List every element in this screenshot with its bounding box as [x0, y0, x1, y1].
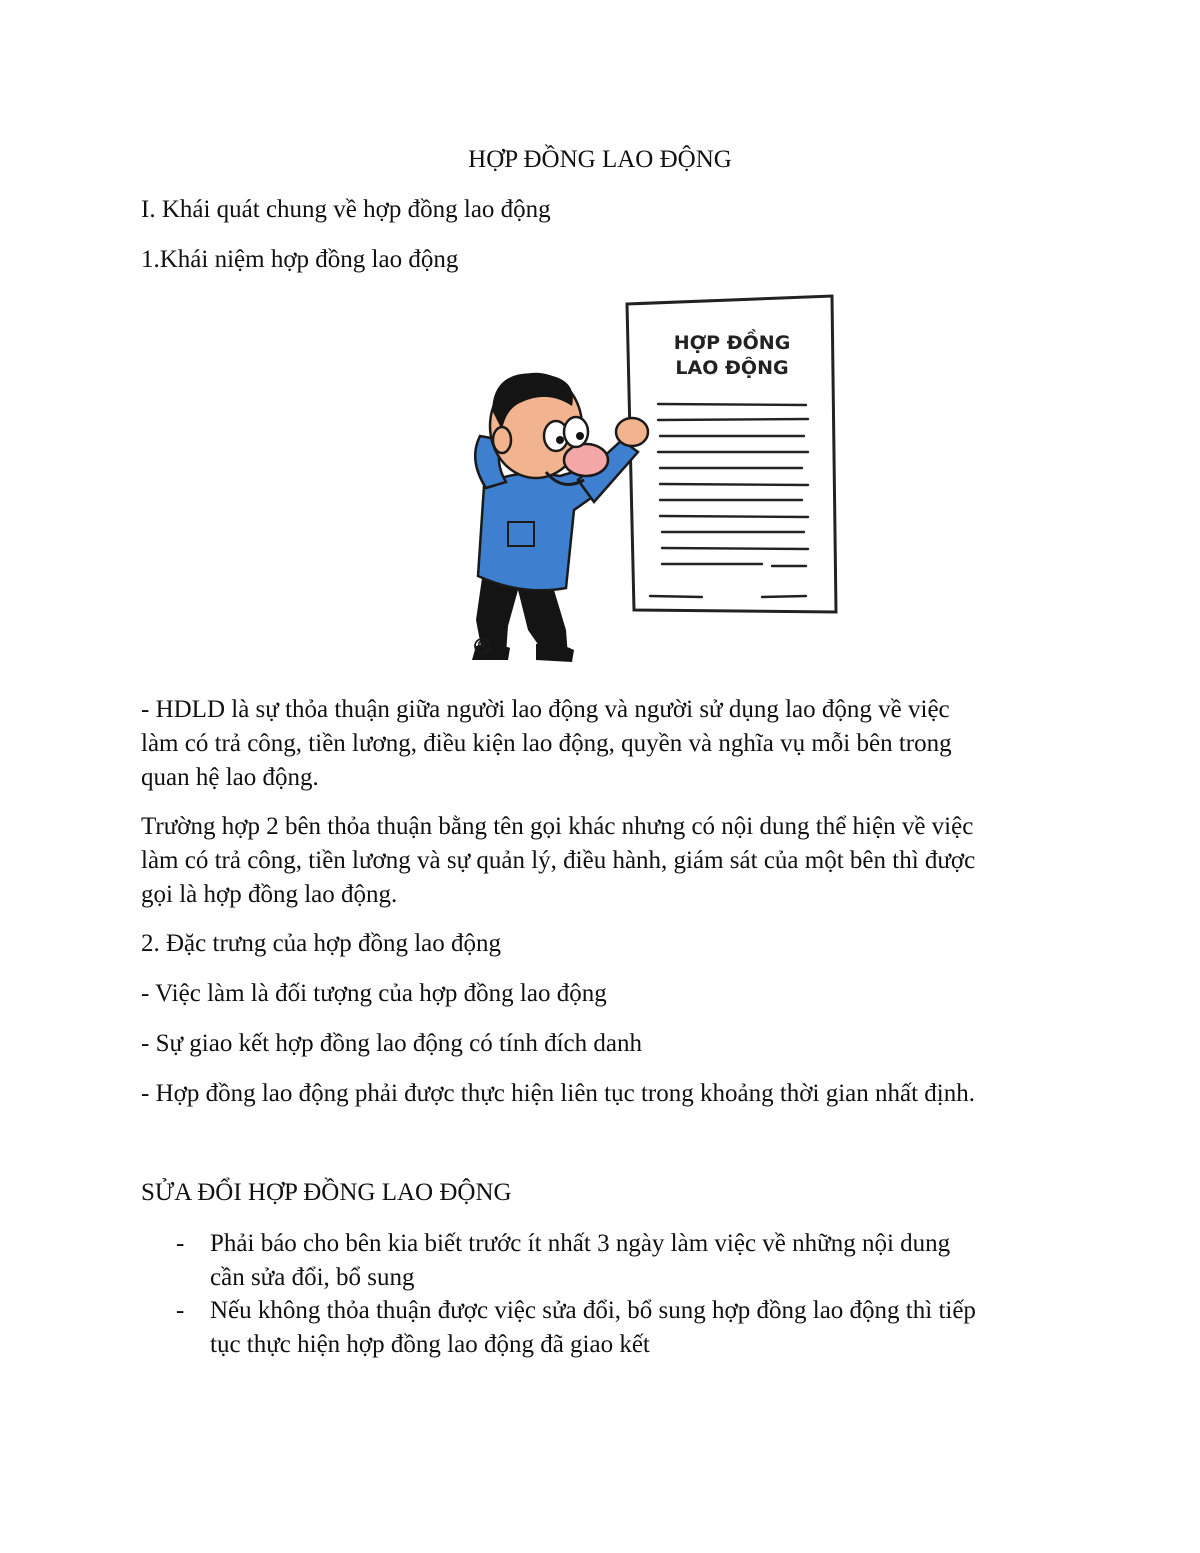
feature-item: - Việc làm là đối tượng của hợp đồng lao động [141, 980, 607, 1007]
subsection-heading: 1.Khái niệm hợp đồng lao động [141, 246, 459, 273]
paper-title-line1: HỢP ĐỒNG [673, 332, 791, 354]
amendment-heading: SỬA ĐỔI HỢP ĐỒNG LAO ĐỘNG [141, 1179, 512, 1206]
cartoon-man-icon [472, 373, 648, 662]
definition-paragraph [141, 693, 1071, 795]
definition-line: quan hệ lao động. [141, 764, 319, 791]
amendment-line: Phải báo cho bên kia biết trước ít nhất 3 ngày làm việc về những nội dung [210, 1230, 951, 1257]
amendment-line: tục thực hiện hợp đồng lao động đã giao kết [210, 1331, 650, 1358]
bullet-marker: - [176, 1297, 185, 1324]
amendment-line: Nếu không thỏa thuận được việc sửa đổi, bổ sung hợp đồng lao động thì tiếp [210, 1297, 976, 1324]
definition-line: - HDLD là sự thỏa thuận giữa người lao động và người sử dụng lao động về việc [141, 696, 950, 723]
definition-line: làm có trả công, tiền lương, điều kiện lao động, quyền và nghĩa vụ mỗi bên trong [141, 730, 952, 757]
contract-paper-icon [627, 296, 836, 612]
amendment-item [210, 1227, 1070, 1295]
document-title: HỢP ĐỒNG LAO ĐỘNG [468, 146, 732, 173]
case-line: làm có trả công, tiền lương và sự quản lý, điều hành, giám sát của một bên thì được [141, 847, 976, 874]
case-paragraph [141, 810, 1071, 912]
amendment-line: cần sửa đổi, bổ sung [210, 1264, 415, 1291]
subsection-heading-2: 2. Đặc trưng của hợp đồng lao động [141, 930, 502, 957]
paper-title-line2: LAO ĐỘNG [675, 357, 789, 379]
bullet-marker: - [176, 1230, 185, 1257]
section-heading: I. Khái quát chung về hợp đồng lao động [141, 196, 551, 223]
case-line: gọi là hợp đồng lao động. [141, 881, 398, 908]
feature-item: - Sự giao kết hợp đồng lao động có tính đích danh [141, 1030, 643, 1057]
contract-illustration [462, 290, 842, 668]
feature-item: - Hợp đồng lao động phải được thực hiện liên tục trong khoảng thời gian nhất định. [141, 1080, 975, 1107]
amendment-item [210, 1294, 1070, 1362]
case-line: Trường hợp 2 bên thỏa thuận bằng tên gọi khác nhưng có nội dung thể hiện về việc [141, 813, 974, 840]
